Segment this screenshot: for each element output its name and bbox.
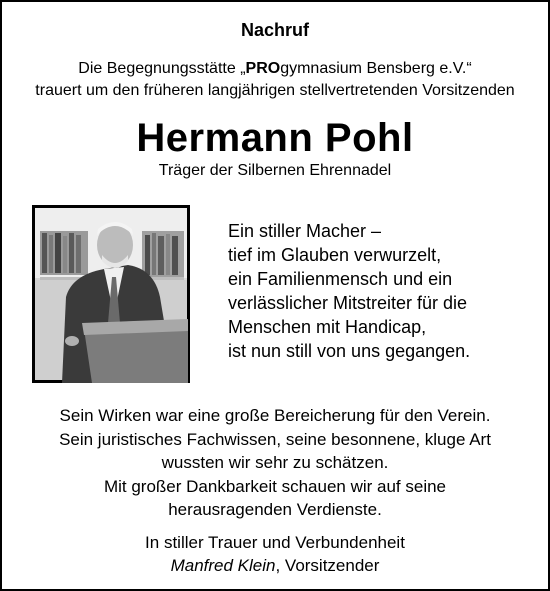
closing-line: In stiller Trauer und Verbundenheit — [145, 533, 405, 552]
tribute-line: Sein Wirken war eine große Bereicherung für den Verein. — [59, 406, 491, 425]
signer-role: , Vorsitzender — [275, 556, 380, 575]
portrait-photo — [32, 205, 190, 383]
quote-line: Menschen mit Handicap, — [228, 317, 427, 337]
quote-line: tief im Glauben verwurzelt, — [228, 245, 442, 265]
quote-line: ein Familienmensch und ein — [228, 269, 453, 289]
intro-line-2: trauert um den früheren langjährigen stellvertretenden Vorsitzenden — [35, 82, 515, 99]
tribute-line: Mit großer Dankbarkeit schauen wir auf seine — [103, 476, 447, 496]
quote-line: verlässlicher Mitstreiter für die — [228, 293, 468, 313]
tribute-line: Sein juristisches Fachwissen, seine besonnene, kluge Art — [59, 429, 491, 449]
intro-bold: PRO — [245, 60, 281, 77]
notice-heading: Nachruf — [240, 20, 309, 40]
quote-line: Ein stiller Macher – — [228, 221, 382, 241]
signature-line — [2, 554, 548, 577]
tribute-line: wussten wir sehr zu schätzen. — [161, 453, 389, 472]
closing-block — [2, 531, 548, 577]
signer-name: Manfred Klein — [170, 556, 276, 575]
quote-block — [228, 219, 528, 363]
honor-line: Träger der Silbernen Ehrennadel — [158, 162, 392, 179]
tribute-line: herausragenden Verdienste. — [168, 500, 382, 519]
tribute-paragraph — [2, 404, 548, 522]
quote-line: ist nun still von uns gegangen. — [228, 341, 471, 361]
intro-line-1 — [2, 58, 548, 80]
deceased-name: Hermann Pohl — [136, 116, 414, 160]
intro-suffix: gymnasium Bensberg e.V.“ — [280, 60, 472, 77]
intro-prefix: Die Begegnungsstätte „ — [78, 60, 246, 77]
